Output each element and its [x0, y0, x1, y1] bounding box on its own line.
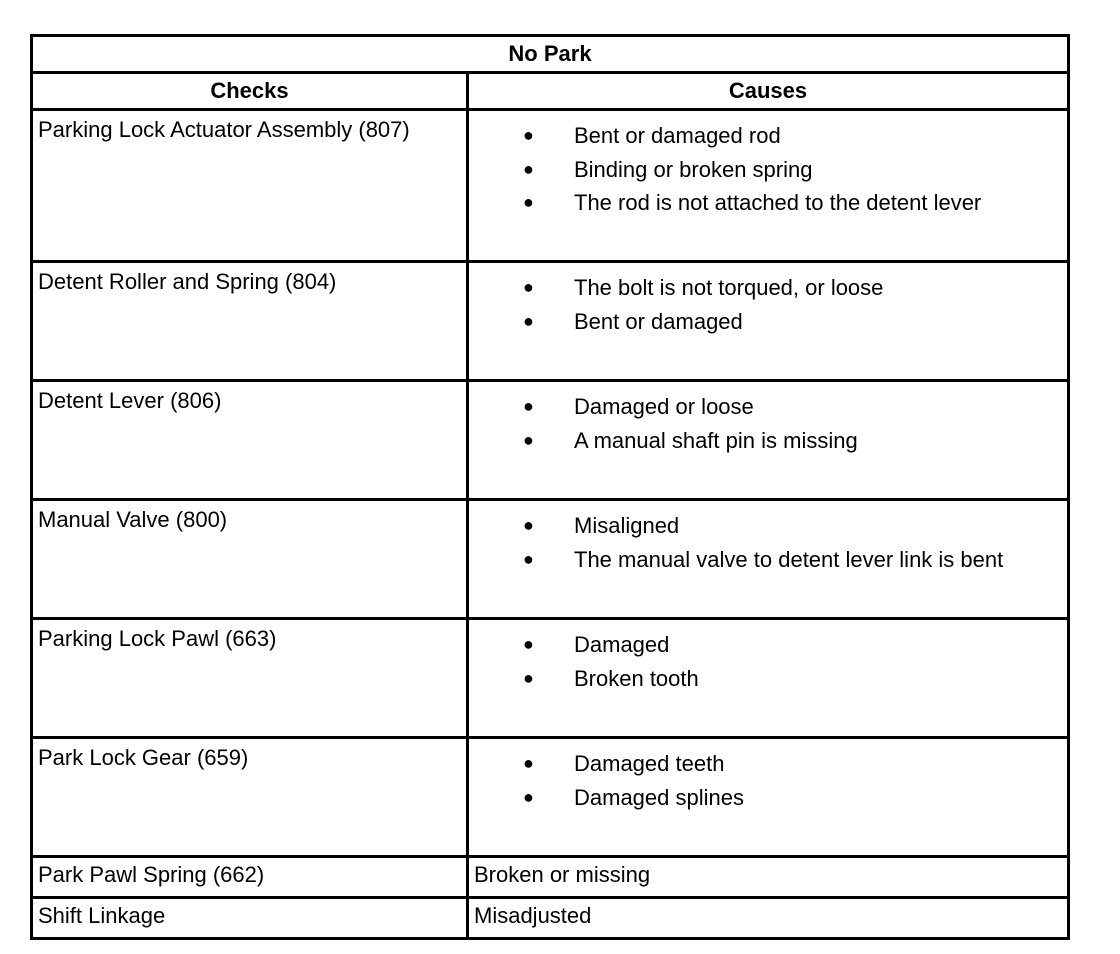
- causes-list: [469, 509, 1067, 576]
- cause-text: Damaged splines: [574, 784, 744, 810]
- causes-list: [469, 119, 1067, 220]
- bullet-icon: ●: [523, 429, 534, 450]
- cause-list-item: [469, 271, 1067, 305]
- table-row: [32, 738, 1069, 857]
- cause-text: Misaligned: [574, 513, 680, 538]
- bullet-icon: ●: [523, 396, 534, 416]
- bullet-icon: ●: [523, 667, 534, 688]
- table-row: [32, 262, 1069, 381]
- bullet-icon: ●: [523, 310, 534, 331]
- cause-text: Bent or damaged: [574, 308, 743, 334]
- causes-cell: [468, 262, 1069, 381]
- cause-text: A manual shaft pin is missing: [574, 427, 858, 453]
- bullet-icon: ●: [523, 277, 534, 297]
- cause-cell: Broken or missing: [468, 857, 1069, 898]
- causes-list: [469, 390, 1067, 457]
- table-row: [32, 500, 1069, 619]
- bullet-icon: ●: [523, 548, 534, 569]
- cause-list-item: [469, 628, 1067, 662]
- check-cell: Parking Lock Pawl (663): [32, 619, 468, 738]
- bullet-icon: ●: [523, 125, 534, 145]
- table-row: [32, 619, 1069, 738]
- cause-text: Binding or broken spring: [574, 156, 813, 182]
- cause-list-item: [469, 153, 1067, 187]
- check-cell: Park Lock Gear (659): [32, 738, 468, 857]
- check-cell: Detent Lever (806): [32, 381, 468, 500]
- causes-cell: [468, 110, 1069, 262]
- causes-cell: [468, 381, 1069, 500]
- table-row: [32, 857, 1069, 898]
- cause-list-item: [469, 781, 1067, 815]
- causes-cell: [468, 738, 1069, 857]
- cause-list-item: [469, 186, 1067, 220]
- cause-list-item: [469, 747, 1067, 781]
- check-cell: Parking Lock Actuator Assembly (807): [32, 110, 468, 262]
- cause-text: Damaged or loose: [574, 394, 754, 419]
- cause-text: Damaged teeth: [574, 751, 725, 776]
- causes-list: [469, 628, 1067, 695]
- cause-text: The manual valve to detent lever link is bent: [574, 546, 1004, 572]
- cause-text: Broken tooth: [574, 665, 699, 691]
- cause-list-item: [469, 424, 1067, 458]
- bullet-icon: ●: [523, 786, 534, 807]
- causes-list: [469, 271, 1067, 338]
- cause-text: Bent or damaged rod: [574, 123, 781, 148]
- bullet-icon: ●: [523, 158, 534, 179]
- no-park-diagnostic-table: [30, 34, 1070, 940]
- check-cell: Manual Valve (800): [32, 500, 468, 619]
- table-header-row: [32, 73, 1069, 110]
- causes-list: [469, 747, 1067, 814]
- check-cell: Park Pawl Spring (662): [32, 857, 468, 898]
- check-cell: Detent Roller and Spring (804): [32, 262, 468, 381]
- bullet-icon: ●: [523, 515, 534, 535]
- cause-text: The bolt is not torqued, or loose: [574, 275, 884, 300]
- table-title: No Park: [32, 36, 1069, 73]
- causes-cell: [468, 619, 1069, 738]
- check-cell: Shift Linkage: [32, 898, 468, 939]
- table-row: [32, 110, 1069, 262]
- cause-list-item: [469, 119, 1067, 153]
- cause-list-item: [469, 543, 1067, 577]
- table-title-row: [32, 36, 1069, 73]
- cause-text: Damaged: [574, 632, 670, 657]
- bullet-icon: ●: [523, 634, 534, 654]
- cause-list-item: [469, 305, 1067, 339]
- cause-cell: Misadjusted: [468, 898, 1069, 939]
- cause-list-item: [469, 662, 1067, 696]
- causes-column-header: Causes: [468, 73, 1069, 110]
- cause-list-item: [469, 509, 1067, 543]
- causes-cell: [468, 500, 1069, 619]
- checks-column-header: Checks: [32, 73, 468, 110]
- bullet-icon: ●: [523, 753, 534, 773]
- table-row: [32, 381, 1069, 500]
- cause-list-item: [469, 390, 1067, 424]
- cause-text: The rod is not attached to the detent lever: [574, 190, 982, 215]
- table-row: [32, 898, 1069, 939]
- bullet-icon: ●: [523, 192, 534, 212]
